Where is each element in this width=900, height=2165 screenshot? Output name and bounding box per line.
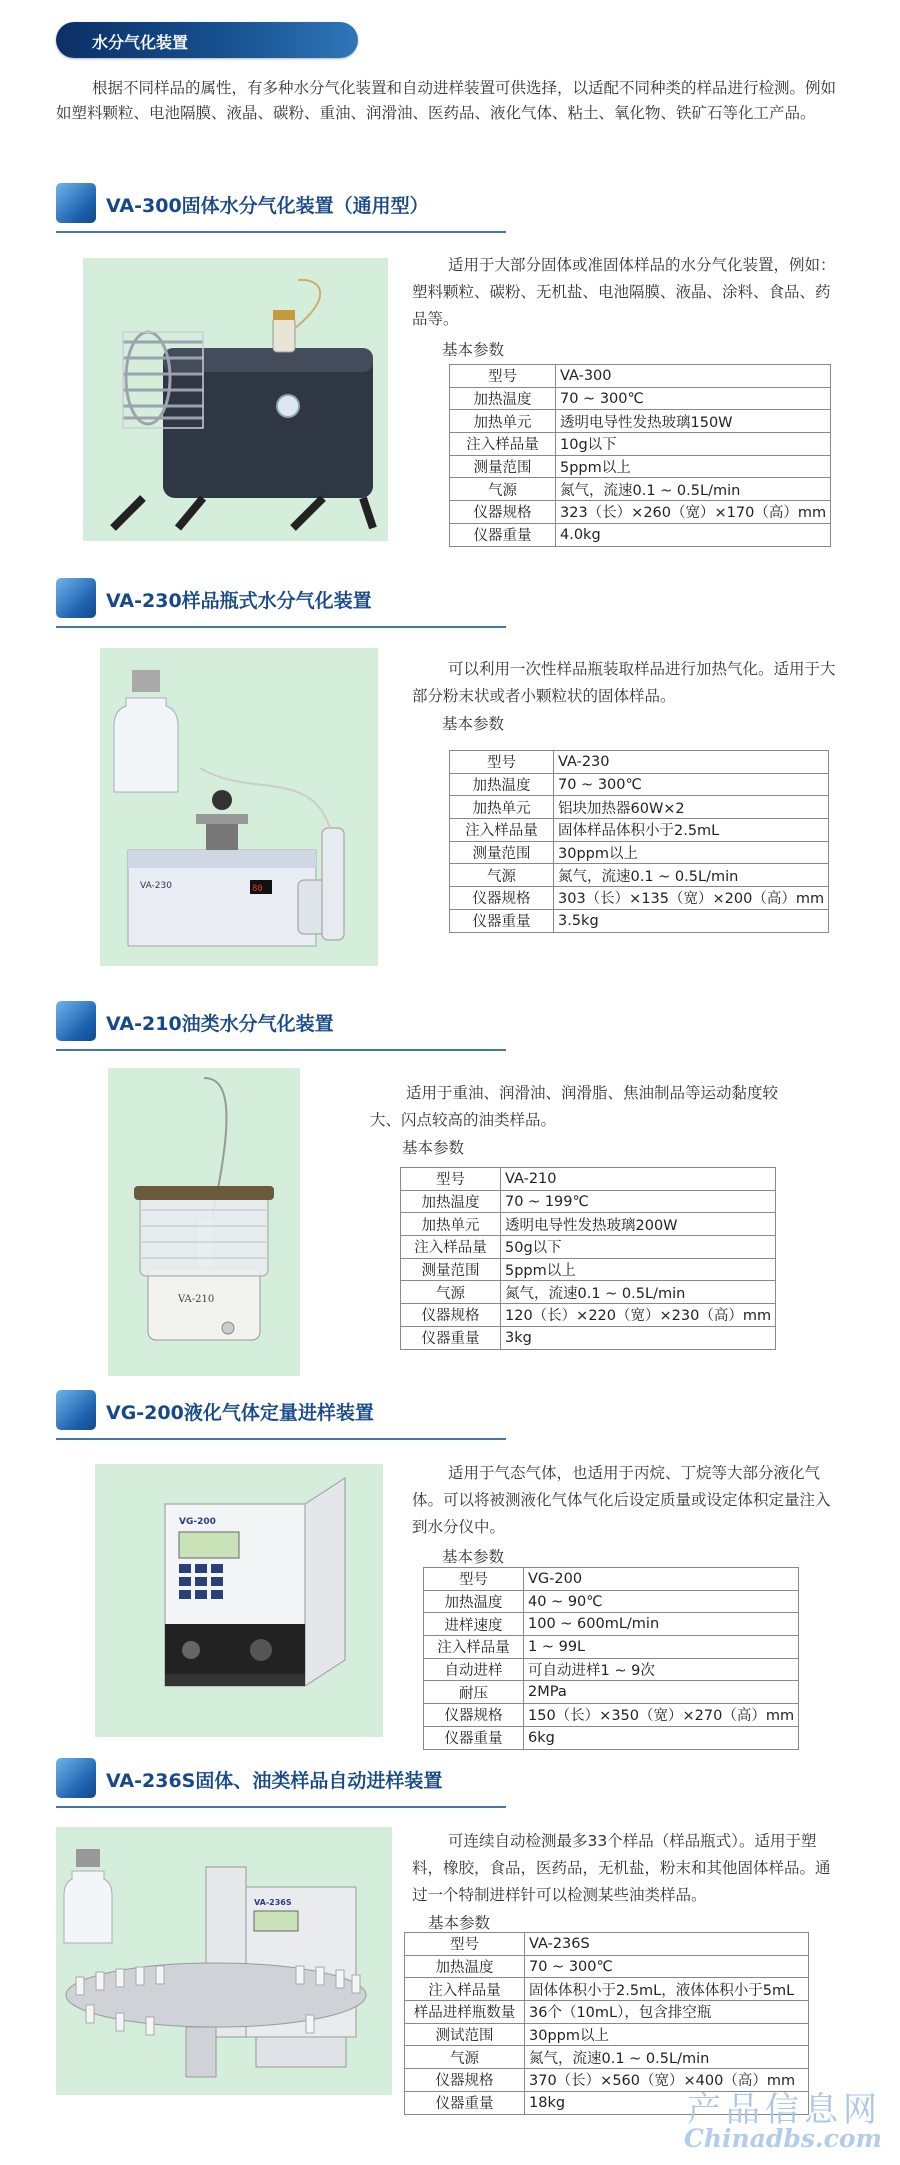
spec-value: 36个（10mL），包含排空瓶: [525, 2001, 809, 2024]
spec-value: 氮气，流速0.1 ~ 0.5L/min: [556, 478, 831, 501]
spec-value: 5ppm以上: [556, 455, 831, 478]
photo-body-label: VA-210: [178, 1294, 215, 1305]
spec-value: 氮气，流速0.1 ~ 0.5L/min: [554, 864, 829, 887]
section-marker-icon: [56, 1758, 96, 1798]
spec-value: 70 ~ 300℃: [525, 1955, 809, 1978]
spec-key: 仪器重量: [424, 1726, 524, 1749]
table-row: [401, 1213, 776, 1236]
spec-value: 18kg: [525, 2091, 809, 2114]
spec-value: VA-236S: [525, 1933, 809, 1956]
section-marker-icon: [56, 183, 96, 223]
table-row: [450, 751, 829, 774]
section-description: 可连续自动检测最多33个样品（样品瓶式）。适用于塑料，橡胶，食品，医药品，无机盐，粉末和其他固体样品。通过一个特制进样针可以检测某些油类样品。: [412, 1832, 831, 1904]
spec-key: 加热温度: [450, 773, 554, 796]
spec-value: 铝块加热器60W×2: [554, 796, 829, 819]
table-row: [405, 2001, 809, 2024]
watermark-cn: 产品信息网: [687, 2090, 882, 2130]
spec-table-vg200: [423, 1567, 799, 1750]
params-label: 基本参数: [442, 1548, 505, 1566]
product-photo-va236s: [56, 1827, 392, 2095]
product-photo-vg200: [95, 1464, 383, 1737]
spec-value: 30ppm以上: [554, 841, 829, 864]
spec-value: 氮气，流速0.1 ~ 0.5L/min: [501, 1281, 776, 1304]
spec-key: 仪器规格: [405, 2069, 525, 2092]
spec-key: 加热单元: [401, 1213, 501, 1236]
section-title: VA-230样品瓶式水分气化装置: [106, 590, 372, 612]
spec-table-va300: [449, 364, 831, 547]
spec-value: 30ppm以上: [525, 2023, 809, 2046]
spec-key: 仪器规格: [450, 501, 556, 524]
table-row: [405, 1933, 809, 1956]
section-title: VA-300固体水分气化装置（通用型）: [106, 195, 429, 217]
table-row: [450, 433, 831, 456]
page-title: 水分气化装置: [92, 33, 189, 52]
table-row: [401, 1190, 776, 1213]
spec-key: 仪器重量: [405, 2091, 525, 2114]
spec-key: 注入样品量: [424, 1636, 524, 1659]
spec-key: 型号: [424, 1568, 524, 1591]
photo-panel-label: VA-230: [140, 881, 172, 891]
table-row: [450, 841, 829, 864]
spec-value: 固体样品体积小于2.5mL: [554, 819, 829, 842]
section-description: 可以利用一次性样品瓶装取样品进行加热气化。适用于大部分粉末状或者小颗粒状的固体样品。: [412, 660, 836, 705]
spec-key: 耐压: [424, 1681, 524, 1704]
svg-text:80: 80: [252, 884, 263, 894]
spec-key: 测量范围: [401, 1258, 501, 1281]
table-row: [450, 501, 831, 524]
spec-value: 150（长）×350（宽）×270（高）mm: [524, 1704, 799, 1727]
section-divider: [56, 1438, 506, 1440]
section-marker-icon: [56, 1390, 96, 1430]
photo-front-label: VA-236S: [254, 1898, 292, 1907]
product-photo-va230: [100, 648, 378, 966]
table-row: [424, 1681, 799, 1704]
spec-key: 仪器规格: [450, 887, 554, 910]
spec-key: 气源: [450, 864, 554, 887]
section-header-va230: [56, 578, 506, 628]
table-row: [405, 1955, 809, 1978]
section-description: 适用于气态气体，也适用于丙烷、丁烷等大部分液化气体。可以将被测液化气体气化后设定质量或设定体积定量注入到水分仪中。: [412, 1464, 831, 1536]
spec-key: 测量范围: [450, 455, 556, 478]
spec-value: 3.5kg: [554, 909, 829, 932]
spec-value: 70 ~ 300℃: [556, 387, 831, 410]
spec-value: 120（长）×220（宽）×230（高）mm: [501, 1304, 776, 1327]
spec-key: 注入样品量: [405, 1978, 525, 2001]
section-description: 适用于大部分固体或准固体样品的水分气化装置，例如：塑料颗粒、碳粉、无机盐、电池隔膜、液晶、涂料、食品、药品等。: [412, 256, 836, 328]
spec-value: 70 ~ 199℃: [501, 1190, 776, 1213]
params-label: 基本参数: [442, 715, 505, 733]
table-row: [450, 864, 829, 887]
table-row: [405, 1978, 809, 2001]
spec-value: 303（长）×135（宽）×200（高）mm: [554, 887, 829, 910]
spec-value: 40 ~ 90℃: [524, 1590, 799, 1613]
params-label: 基本参数: [402, 1139, 465, 1157]
table-row: [450, 819, 829, 842]
section-marker-icon: [56, 578, 96, 618]
section-divider: [56, 1806, 506, 1808]
table-row: [401, 1304, 776, 1327]
table-row: [401, 1236, 776, 1259]
table-row: [450, 523, 831, 546]
section-title: VA-236S固体、油类样品自动进样装置: [106, 1770, 443, 1792]
table-row: [424, 1704, 799, 1727]
spec-value: 透明电导性发热玻璃150W: [556, 410, 831, 433]
spec-key: 气源: [401, 1281, 501, 1304]
section-divider: [56, 626, 506, 628]
table-row: [450, 773, 829, 796]
spec-key: 仪器规格: [401, 1304, 501, 1327]
table-row: [405, 2046, 809, 2069]
spec-key: 加热单元: [450, 410, 556, 433]
spec-key: 自动进样: [424, 1658, 524, 1681]
spec-value: 固体体积小于2.5mL，液体体积小于5mL: [525, 1978, 809, 2001]
params-label: 基本参数: [442, 341, 505, 359]
spec-key: 加热温度: [401, 1190, 501, 1213]
spec-value: 4.0kg: [556, 523, 831, 546]
spec-key: 型号: [450, 365, 556, 388]
spec-value: 100 ~ 600mL/min: [524, 1613, 799, 1636]
table-row: [401, 1258, 776, 1281]
spec-key: 注入样品量: [450, 433, 556, 456]
spec-key: 注入样品量: [450, 819, 554, 842]
table-row: [450, 796, 829, 819]
spec-key: 加热温度: [424, 1590, 524, 1613]
spec-key: 样品进样瓶数量: [405, 2001, 525, 2024]
spec-value: 1 ~ 99L: [524, 1636, 799, 1659]
spec-key: 加热单元: [450, 796, 554, 819]
spec-value: 5ppm以上: [501, 1258, 776, 1281]
table-row: [450, 887, 829, 910]
spec-value: 50g以下: [501, 1236, 776, 1259]
spec-value: VG-200: [524, 1568, 799, 1591]
spec-value: 10g以下: [556, 433, 831, 456]
params-label: 基本参数: [428, 1914, 491, 1932]
spec-value: 70 ~ 300℃: [554, 773, 829, 796]
spec-key: 型号: [450, 751, 554, 774]
spec-value: 氮气，流速0.1 ~ 0.5L/min: [525, 2046, 809, 2069]
table-row: [424, 1658, 799, 1681]
section-marker-icon: [56, 1001, 96, 1041]
section-title: VG-200液化气体定量进样装置: [106, 1402, 374, 1424]
table-row: [405, 2023, 809, 2046]
spec-value: VA-230: [554, 751, 829, 774]
spec-key: 测试范围: [405, 2023, 525, 2046]
spec-table-va210: [400, 1167, 776, 1350]
spec-key: 气源: [450, 478, 556, 501]
table-row: [450, 365, 831, 388]
section-header-va236s: [56, 1758, 506, 1808]
spec-value: VA-300: [556, 365, 831, 388]
spec-key: 加热温度: [405, 1955, 525, 1978]
table-row: [450, 455, 831, 478]
table-row: [401, 1326, 776, 1349]
table-row: [401, 1281, 776, 1304]
section-header-vg200: [56, 1390, 506, 1440]
table-row: [424, 1613, 799, 1636]
spec-key: 仪器重量: [401, 1326, 501, 1349]
table-row: [424, 1636, 799, 1659]
table-row: [450, 909, 829, 932]
spec-key: 测量范围: [450, 841, 554, 864]
spec-key: 加热温度: [450, 387, 556, 410]
spec-value: 2MPa: [524, 1681, 799, 1704]
spec-key: 型号: [401, 1168, 501, 1191]
spec-value: 6kg: [524, 1726, 799, 1749]
spec-key: 仪器规格: [424, 1704, 524, 1727]
spec-key: 仪器重量: [450, 909, 554, 932]
spec-value: 3kg: [501, 1326, 776, 1349]
table-row: [401, 1168, 776, 1191]
spec-key: 气源: [405, 2046, 525, 2069]
product-photo-va210: [108, 1068, 300, 1376]
page-banner: [56, 22, 358, 58]
spec-value: VA-210: [501, 1168, 776, 1191]
product-photo-va300: [83, 258, 388, 541]
spec-value: 可自动进样1 ~ 9次: [524, 1658, 799, 1681]
section-description: 适用于重油、润滑油、润滑脂、焦油制品等运动黏度较大、闪点较高的油类样品。: [370, 1084, 779, 1129]
section-divider: [56, 231, 506, 233]
spec-key: 注入样品量: [401, 1236, 501, 1259]
watermark-en: Chinadbs.com: [683, 2124, 882, 2153]
table-row: [424, 1590, 799, 1613]
photo-front-label: VG-200: [179, 1517, 216, 1527]
section-title: VA-210油类水分气化装置: [106, 1013, 334, 1035]
spec-value: 370（长）×560（宽）×400（高）mm: [525, 2069, 809, 2092]
table-row: [450, 387, 831, 410]
section-header-va210: [56, 1001, 506, 1051]
intro-paragraph: 根据不同样品的属性，有多种水分气化装置和自动进样装置可供选择，以适配不同种类的样品进行检测。例如如塑料颗粒、电池隔膜、液晶、碳粉、重油、润滑油、医药品、液化气体、粘土、氧化物、铁矿石等化工产品。: [56, 79, 837, 122]
spec-table-va230: [449, 750, 829, 933]
spec-key: 型号: [405, 1933, 525, 1956]
table-row: [450, 410, 831, 433]
watermark: [660, 2082, 890, 2162]
spec-value: 323（长）×260（宽）×170（高）mm: [556, 501, 831, 524]
section-header-va300: [56, 183, 506, 233]
section-divider: [56, 1049, 506, 1051]
table-row: [424, 1726, 799, 1749]
table-row: [450, 478, 831, 501]
spec-key: 仪器重量: [450, 523, 556, 546]
table-row: [424, 1568, 799, 1591]
spec-value: 透明电导性发热玻璃200W: [501, 1213, 776, 1236]
spec-key: 进样速度: [424, 1613, 524, 1636]
